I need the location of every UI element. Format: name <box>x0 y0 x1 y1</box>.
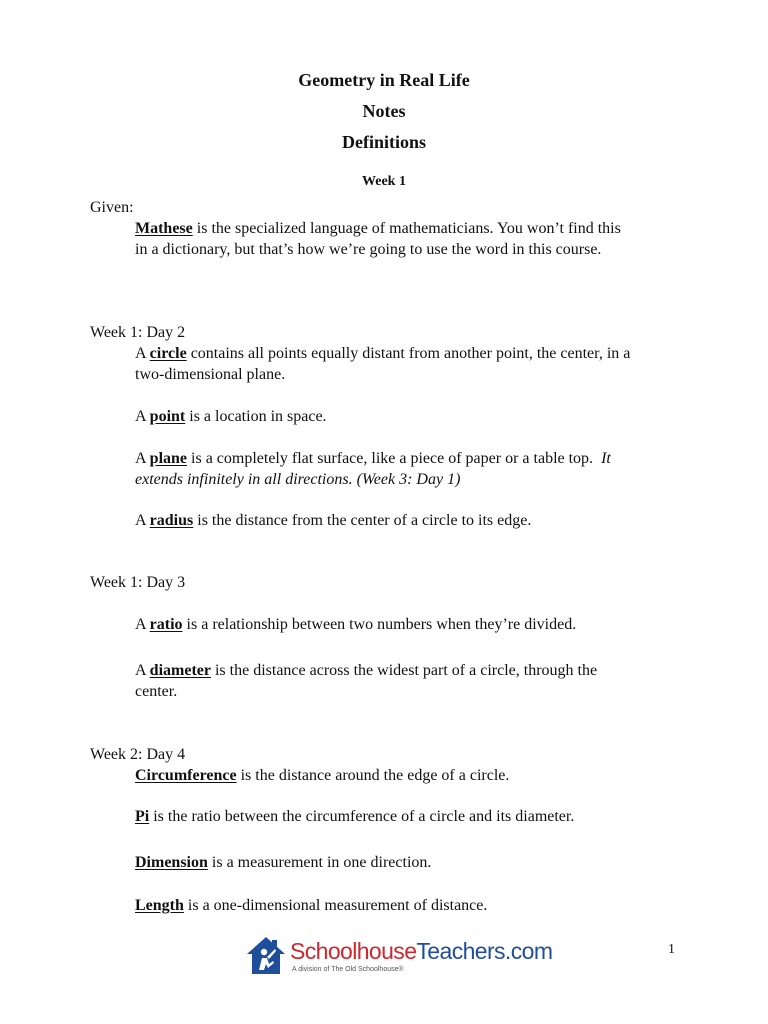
term-length: Length <box>135 897 184 914</box>
document-title: Geometry in Real Life <box>298 70 470 90</box>
term-mathese: Mathese <box>135 220 193 237</box>
document-subtitle-definitions: Definitions <box>341 132 426 152</box>
note-plane: It extends infinitely in all directions. (Week 3: Day 1) <box>135 450 611 488</box>
page-number: 1 <box>668 942 675 957</box>
definition-pi: Pi is the ratio between the circumference of a circle and its diameter. <box>135 808 575 825</box>
section-heading-given: Given: <box>90 199 134 216</box>
section-heading-w1d3: Week 1: Day 3 <box>90 574 186 591</box>
term-ratio: ratio <box>149 616 183 633</box>
definition-mathese: Mathese is the specialized language of mathematicians. You won’t find this in a dictionary, but that’s how we’re going to use the word in this course. <box>135 220 621 258</box>
term-radius: radius <box>149 512 194 529</box>
definition-length: Length is a one-dimensional measurement of distance. <box>135 897 488 914</box>
brand-name: SchoolhouseTeachers.com <box>290 938 553 964</box>
definition-diameter: A diameter is the distance across the widest part of a circle, through the center. <box>135 662 598 700</box>
definition-circle: A circle contains all points equally distant from another point, the center, in a two-dimensional plane. <box>135 345 631 383</box>
term-dimension: Dimension <box>135 854 208 871</box>
definition-ratio: A ratio is a relationship between two numbers when they’re divided. <box>135 616 577 633</box>
term-point: point <box>149 408 186 425</box>
section-heading-w2d4: Week 2: Day 4 <box>90 746 186 763</box>
definition-circumference: Circumference is the distance around the edge of a circle. <box>135 767 510 784</box>
term-circumference: Circumference <box>135 767 237 784</box>
definition-radius: A radius is the distance from the center of a circle to its edge. <box>135 512 532 529</box>
term-circle: circle <box>149 345 187 362</box>
term-pi: Pi <box>135 808 150 825</box>
definition-point: A point is a location in space. <box>135 408 327 425</box>
definition-plane: A plane is a completely flat surface, like a piece of paper or a table top. It extends infinitely in all directions. (Week 3: Day 1) <box>135 450 611 488</box>
document-subtitle-notes: Notes <box>362 101 406 121</box>
schoolhouse-teachers-logo <box>245 934 553 978</box>
section-heading-w1d2: Week 1: Day 2 <box>90 324 186 341</box>
schoolhouse-icon <box>245 934 287 976</box>
week-heading: Week 1 <box>362 174 406 189</box>
term-plane: plane <box>149 450 188 467</box>
term-diameter: diameter <box>149 662 211 679</box>
definition-dimension: Dimension is a measurement in one direction. <box>135 854 432 871</box>
brand-tagline: A division of The Old Schoolhouse® <box>292 966 404 973</box>
